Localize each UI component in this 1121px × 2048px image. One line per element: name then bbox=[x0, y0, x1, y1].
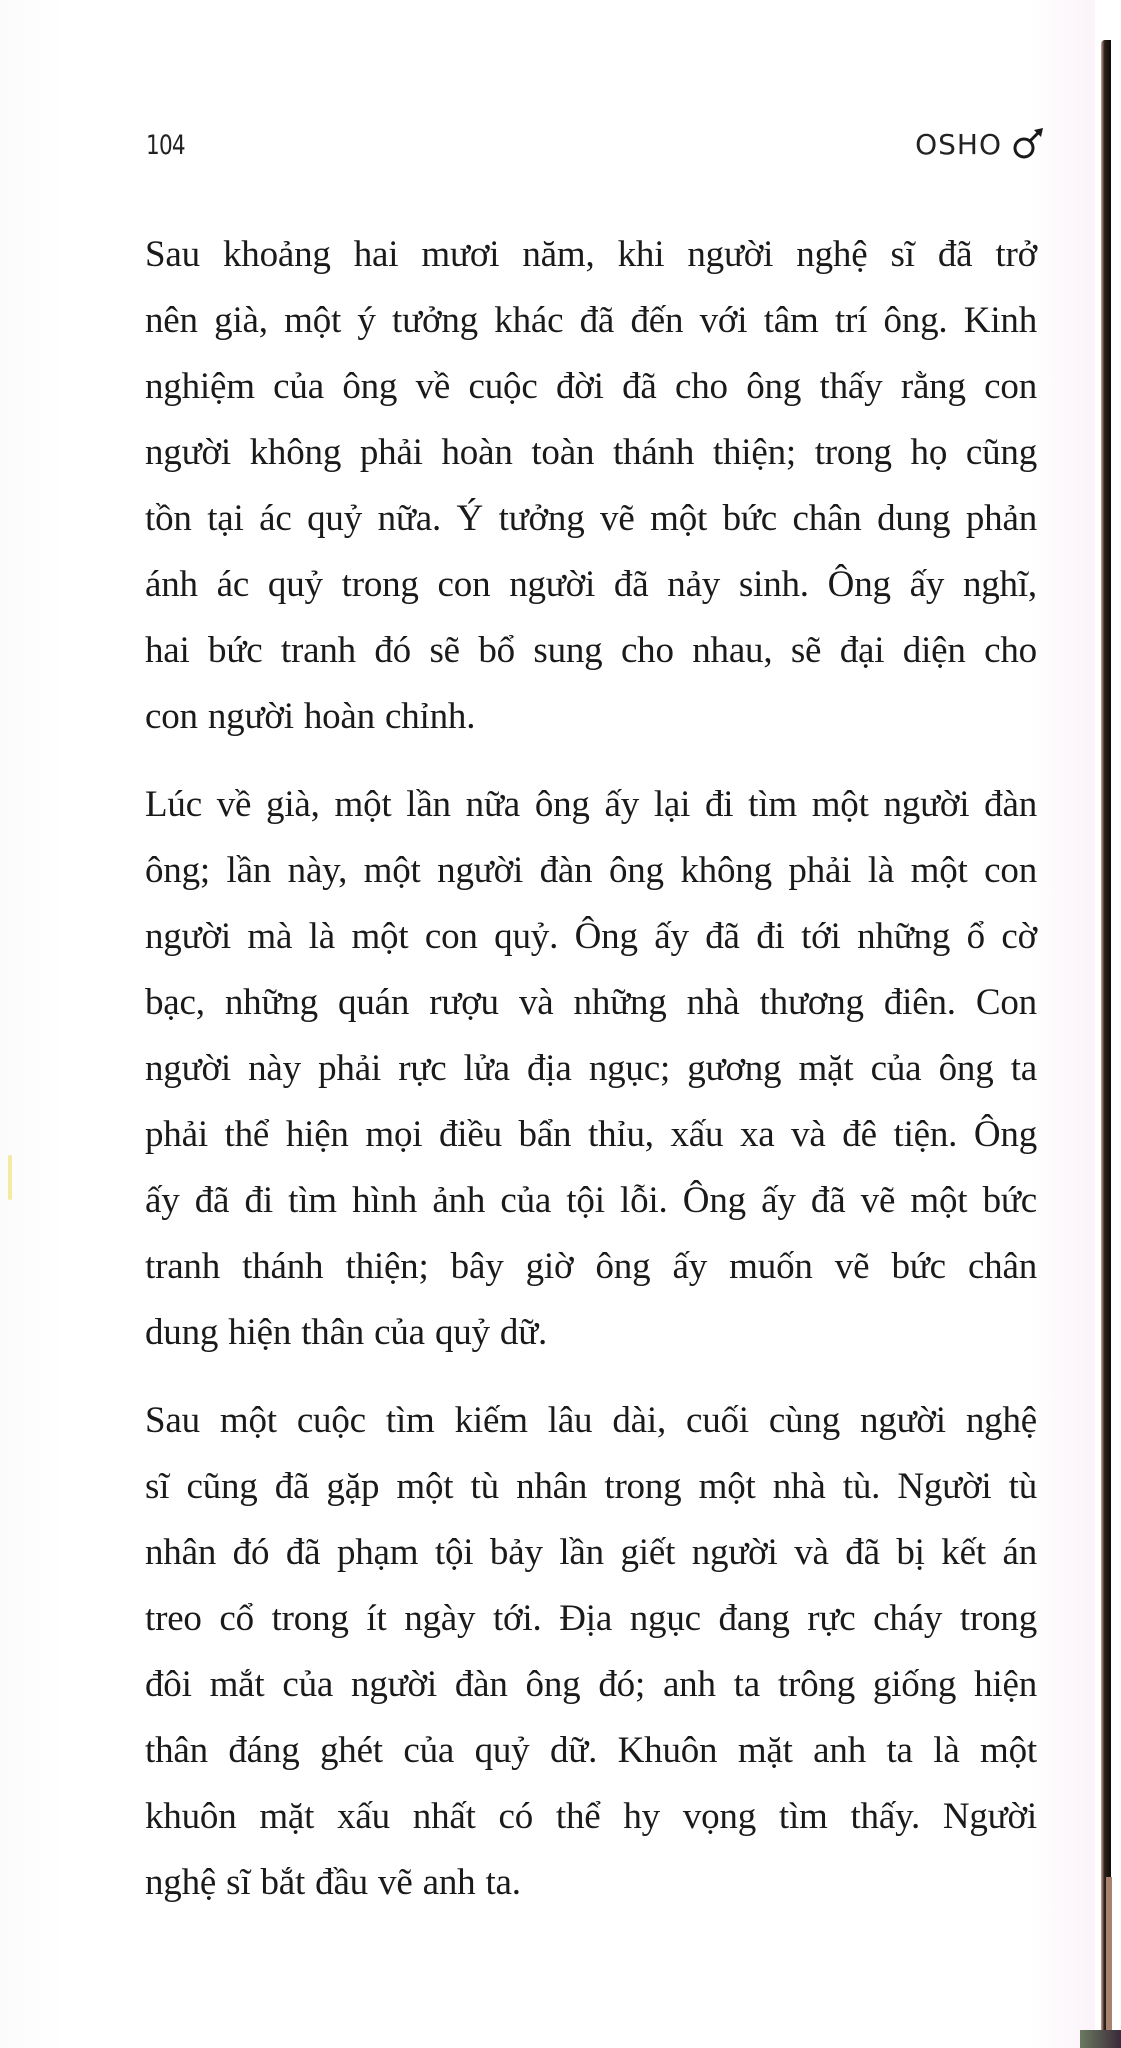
text-line: Sau khoảng hai mươi năm, khi người nghệ sĩ đã trở bbox=[145, 234, 1037, 275]
text-line: đôi mắt của người đàn ông đó; anh ta trông giống hiện bbox=[145, 1664, 1037, 1705]
text-line: người không phải hoàn toàn thánh thiện; trong họ cũng bbox=[145, 432, 1037, 473]
text-line: tồn tại ác quỷ nữa. Ý tưởng vẽ một bức chân dung phản bbox=[145, 498, 1037, 539]
text-line: người mà là một con quỷ. Ông ấy đã đi tới những ổ cờ bbox=[145, 916, 1037, 957]
text-line: Sau một cuộc tìm kiếm lâu dài, cuối cùng người nghệ bbox=[145, 1400, 1037, 1441]
paragraph-2 bbox=[145, 772, 1037, 1366]
author-name: OSHO bbox=[915, 127, 1002, 161]
highlight-mark bbox=[8, 1155, 12, 1200]
text-line: ánh ác quỷ trong con người đã nảy sinh. Ông ấy nghĩ, bbox=[145, 564, 1037, 605]
page-edge-shadow bbox=[1101, 40, 1111, 2040]
text-line: treo cổ trong ít ngày tới. Địa ngục đang rực cháy trong bbox=[145, 1598, 1037, 1639]
text-line: Lúc về già, một lần nữa ông ấy lại đi tìm một người đàn bbox=[145, 784, 1037, 825]
paragraph-1 bbox=[145, 222, 1037, 750]
running-header bbox=[146, 127, 1046, 170]
text-line: dung hiện thân của quỷ dữ. bbox=[145, 1312, 548, 1353]
text-line: ấy đã đi tìm hình ảnh của tội lỗi. Ông ấy đã vẽ một bức bbox=[145, 1180, 1037, 1221]
text-line: nghiệm của ông về cuộc đời đã cho ông thấy rằng con bbox=[145, 366, 1037, 407]
corner-shadow bbox=[1080, 2030, 1121, 2048]
text-line: bạc, những quán rượu và những nhà thương điên. Con bbox=[145, 982, 1037, 1023]
text-line: con người hoàn chỉnh. bbox=[145, 696, 476, 737]
body-text bbox=[145, 222, 1037, 1938]
text-line: người này phải rực lửa địa ngục; gương mặt của ông ta bbox=[145, 1048, 1037, 1089]
text-line: tranh thánh thiện; bây giờ ông ấy muốn vẽ bức chân bbox=[145, 1246, 1037, 1287]
text-line: nhân đó đã phạm tội bảy lần giết người và đã bị kết án bbox=[145, 1532, 1037, 1573]
page-edge-lower bbox=[1106, 1877, 1112, 2037]
page-number: 104 bbox=[146, 130, 185, 161]
text-line: hai bức tranh đó sẽ bổ sung cho nhau, sẽ đại diện cho bbox=[145, 630, 1037, 671]
text-line: thân đáng ghét của quỷ dữ. Khuôn mặt anh ta là một bbox=[145, 1730, 1037, 1771]
text-line: nghệ sĩ bắt đầu vẽ anh ta. bbox=[145, 1862, 521, 1903]
text-line: khuôn mặt xấu nhất có thể hy vọng tìm thấy. Người bbox=[145, 1796, 1037, 1837]
text-line: sĩ cũng đã gặp một tù nhân trong một nhà tù. Người tù bbox=[145, 1466, 1037, 1507]
text-line: nên già, một ý tưởng khác đã đến với tâm trí ông. Kinh bbox=[145, 300, 1037, 341]
male-symbol-icon bbox=[1010, 126, 1046, 162]
text-line: phải thể hiện mọi điều bẩn thỉu, xấu xa và đê tiện. Ông bbox=[145, 1114, 1037, 1155]
paragraph-3 bbox=[145, 1388, 1037, 1916]
text-line: ông; lần này, một người đàn ông không phải là một con bbox=[145, 850, 1037, 891]
running-head bbox=[915, 126, 1046, 162]
